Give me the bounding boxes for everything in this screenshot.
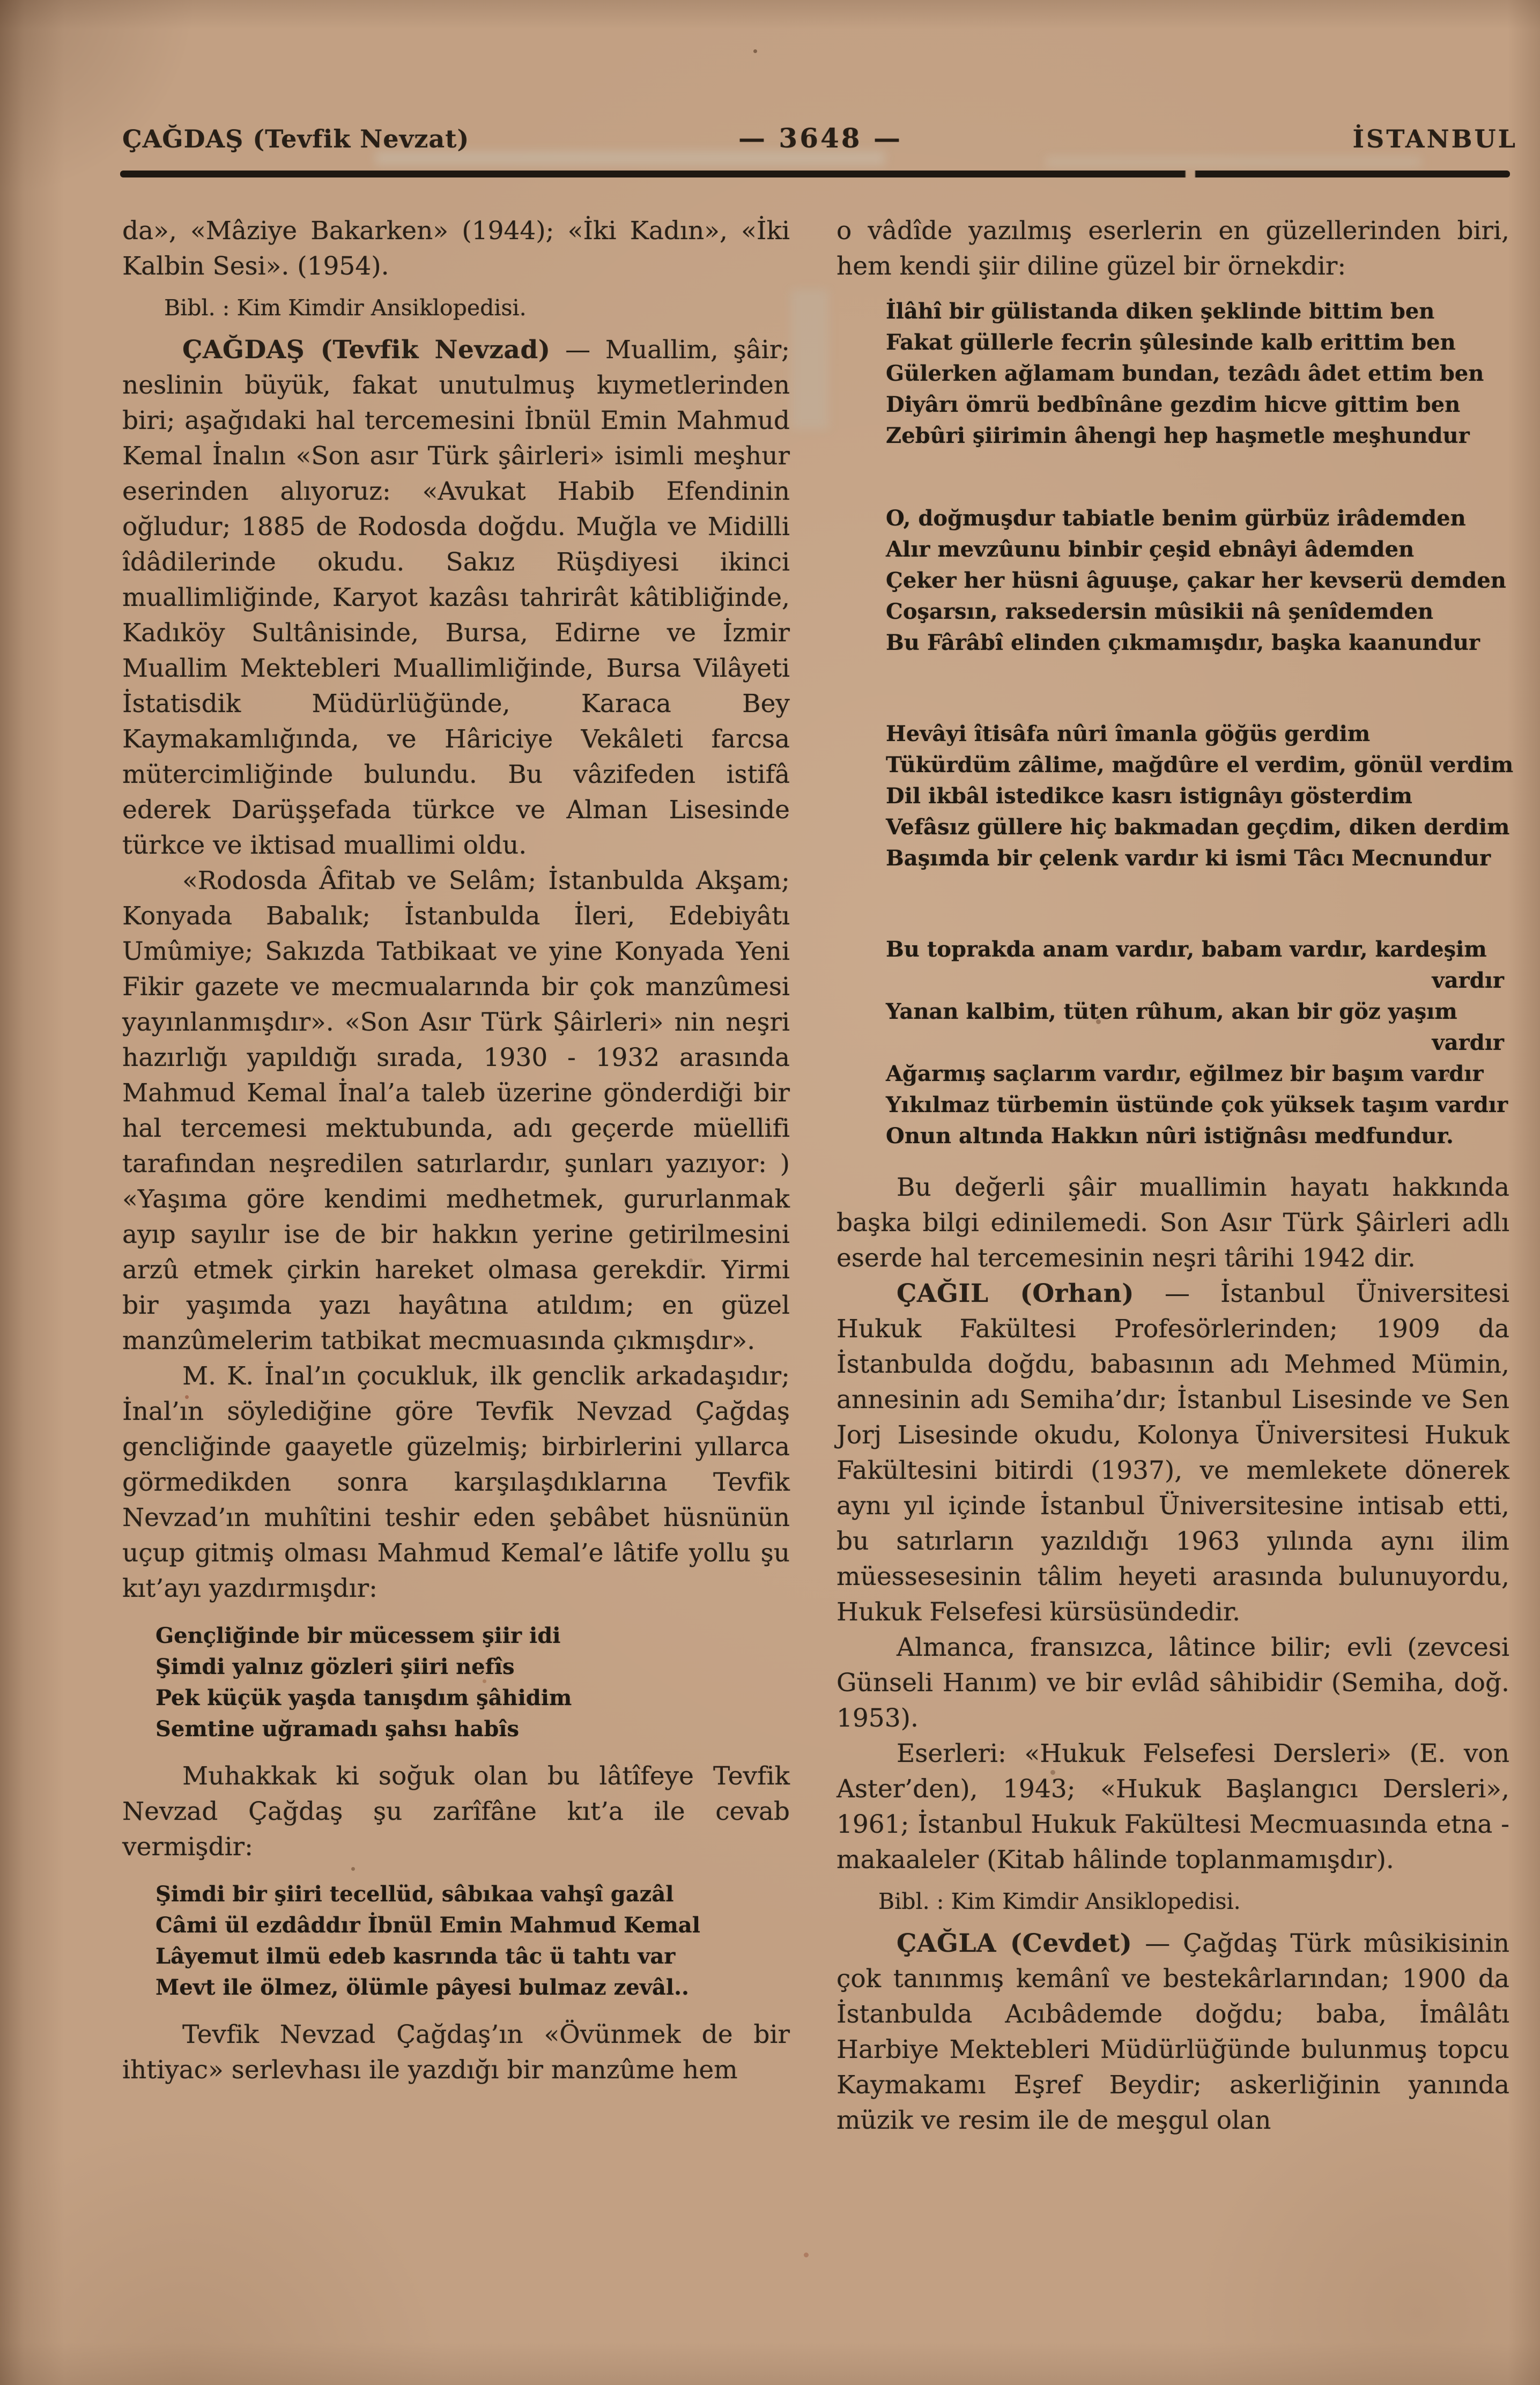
poem-stanza xyxy=(156,1620,790,1745)
poem-line: Dil ikbâl istedikce kasrı istignâyı gösterdim xyxy=(886,783,1412,809)
poem-line: Pek küçük yaşda tanışdım şâhidim xyxy=(156,1685,572,1710)
bibliography-line: Bibl. : Kim Kimdir Ansiklopedisi. xyxy=(164,295,527,321)
poem-line: Şimdi bir şiiri tecellüd, sâbıkaa vahşî gazâl xyxy=(156,1882,674,1907)
poem-line: vardır xyxy=(1432,968,1504,993)
poem-line: Ağarmış saçlarım vardır, eğilmez bir başım vardır xyxy=(886,1061,1484,1086)
page-number: — 3648 — xyxy=(738,122,902,154)
poem-line: Şimdi yalnız gözleri şiiri nefîs xyxy=(156,1654,515,1679)
entry-headword: ÇAĞLA (Cevdet) xyxy=(897,1929,1132,1958)
poem-line: Hevâyi îtisâfa nûri îmanla göğüs gerdim xyxy=(886,721,1371,746)
entry-paragraph: ÇAĞLA (Cevdet) — Çağdaş Türk mûsikisinin çok tanınmış kemânî ve bestekârlarından; 1900 da İstanbulda Acıbâdemde doğdu; baba, İmâlâtı Harbiye Mektebleri Müdürlüğünde bulunmuş topcu Kaymakamı Eşref Beydir; askerliğinin yanında müzik ve resim ile de meşgul olan xyxy=(836,1929,1509,2135)
paragraph: Eserleri: «Hukuk Felsefesi Dersleri» (E. von Aster’den), 1943; «Hukuk Başlangıcı Dersleri», 1961; İstanbul Hukuk Fakültesi Mecmuasında etna - makaaleler (Kitab hâlinde toplanmamışdır). xyxy=(836,1739,1509,1875)
poem-line: Bu Fârâbî elinden çıkmamışdır, başka kaanundur xyxy=(886,630,1480,655)
poem-line: Fakat güllerle fecrin şûlesinde kalb erittim ben xyxy=(886,330,1456,355)
poem-line: Tükürdüm zâlime, mağdûre el verdim, gönül verdim xyxy=(886,752,1514,777)
paper-speck xyxy=(753,49,757,53)
poem-stanza xyxy=(886,503,1509,658)
poem-line: Vefâsız güllere hiç bakmadan geçdim, diken derdim xyxy=(886,814,1510,840)
poem-line: Coşarsın, raksedersin mûsikii nâ şenîdemden xyxy=(886,599,1434,624)
poem-stanza xyxy=(886,296,1509,451)
paragraph: da», «Mâziye Bakarken» (1944); «İki Kadın», «İki Kalbin Sesi». (1954). xyxy=(122,216,790,281)
right-column xyxy=(836,213,1514,2138)
poem-line: İlâhî bir gülistanda diken şeklinde bittim ben xyxy=(886,299,1435,324)
poem-line: vardır xyxy=(1432,1030,1504,1055)
scan-smudge xyxy=(791,290,828,429)
paragraph: Almanca, fransızca, lâtince bilir; evli (zevcesi Günseli Hanım) ve bir evlâd sâhibidir (Semiha, doğ. 1953). xyxy=(836,1633,1509,1733)
paragraph: Tevfik Nevzad Çağdaş’ın «Övünmek de bir ihtiyac» serlevhası ile yazdığı bir manzûme hem xyxy=(122,2020,790,2085)
paragraph: Muhakkak ki soğuk olan bu lâtîfeye Tevfik Nevzad Çağdaş şu zarîfâne kıt’a ile cevab vermişdir: xyxy=(122,1761,790,1862)
poem-line: Lâyemut ilmü edeb kasrında tâc ü tahtı var xyxy=(156,1944,676,1969)
entry-headword: ÇAĞIL (Orhan) xyxy=(897,1279,1134,1308)
poem-line: Gençliğinde bir mücessem şiir idi xyxy=(156,1623,561,1648)
poem-stanza xyxy=(886,719,1514,874)
entry-paragraph: ÇAĞDAŞ (Tevfik Nevzad) — Muallim, şâir; neslinin büyük, fakat unutulmuş kıymetlerinden biri; aşağıdaki hal tercemesini İbnül Emin Mahmud Kemal İnalın «Son asır Türk şâirleri» isimli meşhur eserinden alıyoruz: «Avukat Habib Efendinin oğludur; 1885 de Rodosda doğdu. Muğla ve Midilli îdâdilerinde okudu. Sakız Rüşdiyesi ikinci muallimliğinde, Karyot kazâsı tahrirât kâtibliğinde, Kadıköy Sultânisinde, Bursa, Edirne ve İzmir Muallim Mektebleri Muallimliğinde, Bursa Vilâyeti İstatisdik Müdürlüğünde, Karaca Bey Kaymakamlığında, ve Hâriciye Vekâleti farcsa mütercimliğinde bulundu. Bu vâzifeden istifâ ederek Darüşşefada türkce ve Alman Lisesinde türkce ve iktisad muallimi oldu. xyxy=(122,335,790,860)
poem-line: Bu toprakda anam vardır, babam vardır, kardeşim xyxy=(886,937,1487,962)
left-column xyxy=(122,213,790,2088)
bibliography-line: Bibl. : Kim Kimdir Ansiklopedisi. xyxy=(878,1888,1241,1914)
poem-line: Gülerken ağlamam bundan, tezâdı âdet ettim ben xyxy=(886,361,1484,386)
scan-smudge xyxy=(1046,157,1421,167)
poem-line: Zebûri şiirimin âhengi hep haşmetle meşhundur xyxy=(886,423,1470,448)
paragraph: M. K. İnal’ın çocukluk, ilk genclik arkadaşıdır; İnal’ın söylediğine göre Tevfik Nevzad Çağdaş gencliğinde gaayetle güzelmiş; birbirlerini yıllarca görmedikden sonra karşılaşdıklarına Tevfik Nevzad’ın muhîtini teshir eden şebâbet hüsnünün uçup gitmiş olması Mahmud Kemal’e lâtife yollu şu kıt’ayı yazdırmışdır: xyxy=(122,1361,790,1603)
poem-line: Câmi ül ezdâddır İbnül Emin Mahmud Kemal xyxy=(156,1913,700,1938)
header-rule xyxy=(120,171,1510,177)
paragraph: o vâdîde yazılmış eserlerin en güzellerinden biri, hem kendi şiir diline güzel bir örnekdir: xyxy=(836,216,1509,281)
poem-line: Onun altında Hakkın nûri istiğnâsı medfundur. xyxy=(886,1123,1454,1149)
paragraph: Bu değerli şâir muallimin hayatı hakkında başka bilgi edinilemedi. Son Asır Türk Şâirleri adlı eserde hal tercemesinin neşri târihi 1942 dir. xyxy=(836,1173,1509,1273)
poem-line: O, doğmuşdur tabiatle benim gürbüz irâdemden xyxy=(886,506,1466,531)
poem-line: Alır mevzûunu binbir çeşid ebnâyi âdemden xyxy=(886,537,1415,562)
poem-stanza xyxy=(156,1879,790,2003)
poem-line: Semtine uğramadı şahsı habîs xyxy=(156,1716,520,1742)
header-entry-title: ÇAĞDAŞ (Tevfik Nevzat) xyxy=(122,124,470,153)
poem-line: Diyârı ömrü bedbînâne gezdim hicve gittim ben xyxy=(886,392,1461,417)
entry-headword: ÇAĞDAŞ (Tevfik Nevzad) xyxy=(182,335,551,365)
poem-line: Mevt ile ölmez, ölümle pâyesi bulmaz zevâl.. xyxy=(156,1975,689,2000)
poem-line: Başımda bir çelenk vardır ki ismi Tâcı Mecnundur xyxy=(886,846,1491,871)
poem-stanza xyxy=(886,934,1509,1152)
entry-paragraph: ÇAĞIL (Orhan) — İstanbul Üniversitesi Hukuk Fakültesi Profesörlerinden; 1909 da İstanbulda doğdu, babasının adı Mehmed Mümin, annesinin adı Semiha’dır; İstanbul Lisesinde ve Sen Jorj Lisesinde okudu, Kolonya Üniversitesi Hukuk Fakültesini bitirdi (1937), ve memlekete dönerek aynı yıl içinde İstanbul Üniversitesine intisab etti, bu satırların yazıldığı 1963 yılında aynı ilim müessesesinin tâlim heyeti arasında bulunuyordu, Hukuk Felsefesi kürsüsündedir. xyxy=(836,1279,1509,1627)
paragraph: «Rodosda Âfitab ve Selâm; İstanbulda Akşam; Konyada Babalık; İstanbulda İleri, Edebiyâtı Umûmiye; Sakızda Tatbikaat ve yine Konyada Yeni Fikir gazete ve mecmualarında bir çok manzûmesi yayınlanmışdır». «Son Asır Türk Şâirleri» nin neşri hazırlığı yapıldığı sırada, 1930 - 1932 arasında Mahmud Kemal İnal’a taleb üzerine gönderdiği bir hal tercemesi mektubunda, adı geçerde müellifi tarafından neşredilen satırlardır, şunları yazıyor: ) «Yaşıma göre kendimi medhetmek, gururlanmak ayıp sayılır ise de bir hakkın yerine getirilmesini arzû etmek çirkin hareket olmasa gerekdir. Yirmi bir yaşımda yazı hayâtına atıldım; en güzel manzûmelerim tatbikat mecmuasında çıkmışdır». xyxy=(122,866,790,1356)
poem-line: Çeker her hüsni âguuşe, çakar her kevserü demden xyxy=(886,568,1506,593)
poem-line: Yıkılmaz türbemin üstünde çok yüksek taşım vardır xyxy=(886,1092,1508,1117)
header-location: İSTANBUL xyxy=(1352,124,1517,153)
poem-line: Yanan kalbim, tüten rûhum, akan bir göz yaşım xyxy=(886,999,1457,1024)
